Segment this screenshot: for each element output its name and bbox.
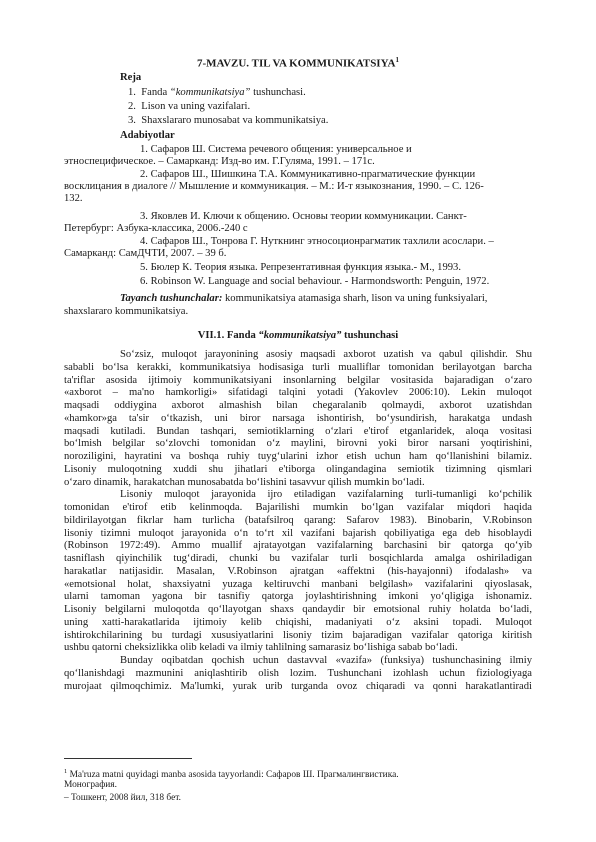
key-terms [120, 293, 487, 305]
body-line: «axborot – ma'no hamkorligi» sifatidagi talqini yotadi (Yakovlev 2006:10). Lekin muloqot [64, 387, 532, 399]
body-line: ishtirokchilarining bu turdagi xususiyatlarini lisoniy tizim bajaradigan vazifalar qatoriga kiritish [64, 629, 532, 641]
footnote [64, 766, 532, 781]
title-text: 7-MAVZU. TIL VA KOMMUNIKATSIYA [197, 57, 396, 70]
bibliography-entry: этноспецифическое. – Самарканд: Изд-во им. Г.Гуляма, 1991. – 171с. [64, 156, 375, 167]
plan-item-number: 2. [128, 101, 136, 112]
body-line: (Robinson 1972:49). Ammo muallif ajratayotgan vazifalarning barchasini bir qatorga qo‘yib [64, 540, 532, 552]
footnote-text: – Тошкент, 2008 йил, 318 бет. [64, 793, 181, 803]
body-line: ta'riflar asosida ijtimoiy kommunikatsiyani insonlarning belgilar vositasida bajaradigan o‘zaro [64, 374, 532, 386]
plan-item-term: “kommunikatsiya” [169, 87, 251, 98]
bibliography-entry: 2. Сафаров Ш., Шишкина Т.А. Коммуникативно-прагматические функции [140, 169, 476, 180]
body-line: qo‘llanishdagi mazmunini aniqlashtirib olish lozim. Tushunchani izohlash uchun fiziologiyaga [64, 667, 532, 679]
bibliography-entry: 4. Сафаров Ш., Тонрова Г. Нуткнинг этносоционрагматик тахлили асослари. – [140, 236, 494, 247]
section-heading [0, 330, 596, 342]
body-line: Lisoniy muloqotning xuddi shu jihatlari e'tiborga olingandagina semiotik tizimning qismlari [64, 463, 532, 475]
plan-item [128, 115, 328, 127]
bibliography-entry: 6. Robinson W. Language and social behaviour. - Harmondsworth: Penguin, 1972. [140, 276, 490, 287]
body-line: sababli bo‘lsa kerakki, kommunikatsiya hodisasiga turli mualliflar tomonidan berilayotgan barcha [64, 361, 532, 373]
body-line: maqsadi kutiladi. Bundan tashqari, semiotiklarning o‘zlari e'tirof etganlaridek, aloqa vositasi [64, 425, 532, 437]
body-line: Lisoniy muloqot jarayonida ijro etiladigan vazifalarning turli-tumanligi ko‘pchilik [120, 489, 532, 501]
body-line: harakatlar natijasidir. Masalan, V.Robinson ajratgan «affektni (his-hayajonni) ifodalash» va [64, 565, 532, 577]
key-terms-continued: shaxslararo kommunikatsiya. [64, 306, 189, 317]
body-line: «hamkor»ga ta'sir o‘tkazish, uni biror narsaga ishontirish, bo‘ysundirish, harakatga undash [64, 412, 532, 424]
body-line: o‘zaro dinamik, harakatchan munosabatda bo‘lishini tasavvur qilish mumkin bo‘ladi. [64, 476, 425, 488]
bibliography-entry: 5. Бюлер К. Теория языка. Репрезентативная функция языка.- М., 1993. [140, 262, 461, 273]
plan-heading: Reja [120, 72, 142, 83]
bibliography-entry: 3. Яковлев И. Ключи к общению. Основы теории коммуникации. Санкт- [140, 211, 467, 222]
footnote-mark: 1 [64, 768, 68, 775]
body-line: maqsadi oddiygina axborot almashish bilan chegaralanib qolmaydi, axborot uzatishdan [64, 400, 532, 411]
key-terms-text: kommunikatsiya atamasiga sharh, lison va uning funksiyalari, [222, 293, 488, 304]
bibliography-entry: Самарканд: СамДЧТИ, 2007. – 39 б. [64, 248, 227, 259]
body-line: So‘zsiz, muloqot jarayonining asosiy maqsadi axborot uzatish va qabul qilishdir. Shu [120, 349, 532, 360]
body-line: noroziligini, hayratini va boshqa ruhiy tuyg‘ularini izhor etish uchun ham qo‘llanishini bilamiz. [64, 451, 532, 462]
section-heading-tail: tushunchasi [341, 330, 399, 341]
footnote-text: Ma'ruza matni quyidagi manba asosida tayyorlandi: Сафаров Ш. Прагмалингвистика. [69, 770, 399, 781]
bibliography-entry: 1. Сафаров Ш. Система речевого общения: универсальное и [140, 144, 412, 155]
body-line: ushbu qatorni cheksizlikka olib keladi va ilmiy tahlilning samarasiz bo‘lishiga sabab bo‘ladi. [64, 642, 458, 654]
footnote-divider [64, 758, 192, 759]
plan-item [128, 101, 250, 113]
body-line: bo‘lmish belgilar so‘zlovchi tomonidan o‘z maylini, birovni yoki biror narsani yoqtirishini, [64, 438, 532, 450]
body-line: «emotsional holat, shaxsiyatni yuzaga keltiruvchi manbani belgilash» vazifalarini qiyoslasak, [64, 578, 532, 590]
body-line: uning xatti-harakatlarida ijtimoiy kelib chiqishi, madaniyati o‘z aksini topadi. Muloqot [64, 616, 532, 628]
body-line: ularni tamoman yagona bir tasnifiy qatorga joylashtirishning imkoni yo‘qligiga ishonamiz. [64, 591, 532, 603]
plan-item-text: Shaxslararo munosabat va kommunikatsiya. [141, 115, 329, 126]
plan-item-number: 3. [128, 115, 136, 126]
plan-item-text: Lison va uning vazifalari. [141, 101, 251, 112]
bibliography-heading: Adabiyotlar [120, 130, 175, 141]
body-line: Lisoniy belgilarni muloqotda qo‘llayotgan shaxs qandaydir bir emotsional ruhiy holatda bo‘ladi, [64, 604, 532, 615]
bibliography-entry: 132. [64, 193, 83, 204]
body-line: tasniflash qiyinchilik tug‘diradi, chunki bu vazifalar turli bosqichlarda amalga oshiriladigan [64, 553, 532, 564]
body-line: tomonidan e'tirof etib kelinmoqda. Bajarilishi mumkin bo‘lgan vazifalar miqdori haqida [64, 502, 532, 513]
body-line: murojaat qilmoqchimiz. Ma'lumki, yurak urib turganda ovoz chiqaradi va qonni harakatlantiradi [64, 680, 532, 692]
page-title [0, 54, 596, 70]
bibliography-entry: восклицания в диалоге // Мышление и коммуникация. – М.: И-т языкознания, 1990. – С. 126- [64, 181, 484, 192]
plan-item-text: Fanda [141, 87, 170, 98]
body-line: bildirilayotgan fikrlar ham turlicha (batafsilroq qarang: Safarov 1983). Binobarin, V.Robinson [64, 514, 532, 526]
body-line: Bunday oqibatdan qochish uchun dastavval «vazifa» (funksiya) tushunchasining ilmiy [120, 655, 532, 666]
plan-item [128, 87, 306, 99]
section-heading-text: VII.1. Fanda [197, 330, 259, 341]
footnote-text: Монография. [64, 780, 117, 790]
key-terms-label: Tayanch tushunchalar: [120, 293, 223, 304]
body-line: lisoniy tizimni muloqot jarayonida o‘n to‘rt xil vazifani bajarish qobiliyatiga ega deb hisoblaydi [64, 527, 532, 539]
bibliography-entry: Петербург: Азбука-классика, 2006.-240 с [64, 223, 248, 234]
plan-item-text-tail: tushunchasi. [250, 87, 306, 98]
title-footnote-mark: 1 [395, 56, 399, 64]
section-heading-term: “kommunikatsiya” [258, 330, 342, 341]
plan-item-number: 1. [128, 87, 136, 98]
